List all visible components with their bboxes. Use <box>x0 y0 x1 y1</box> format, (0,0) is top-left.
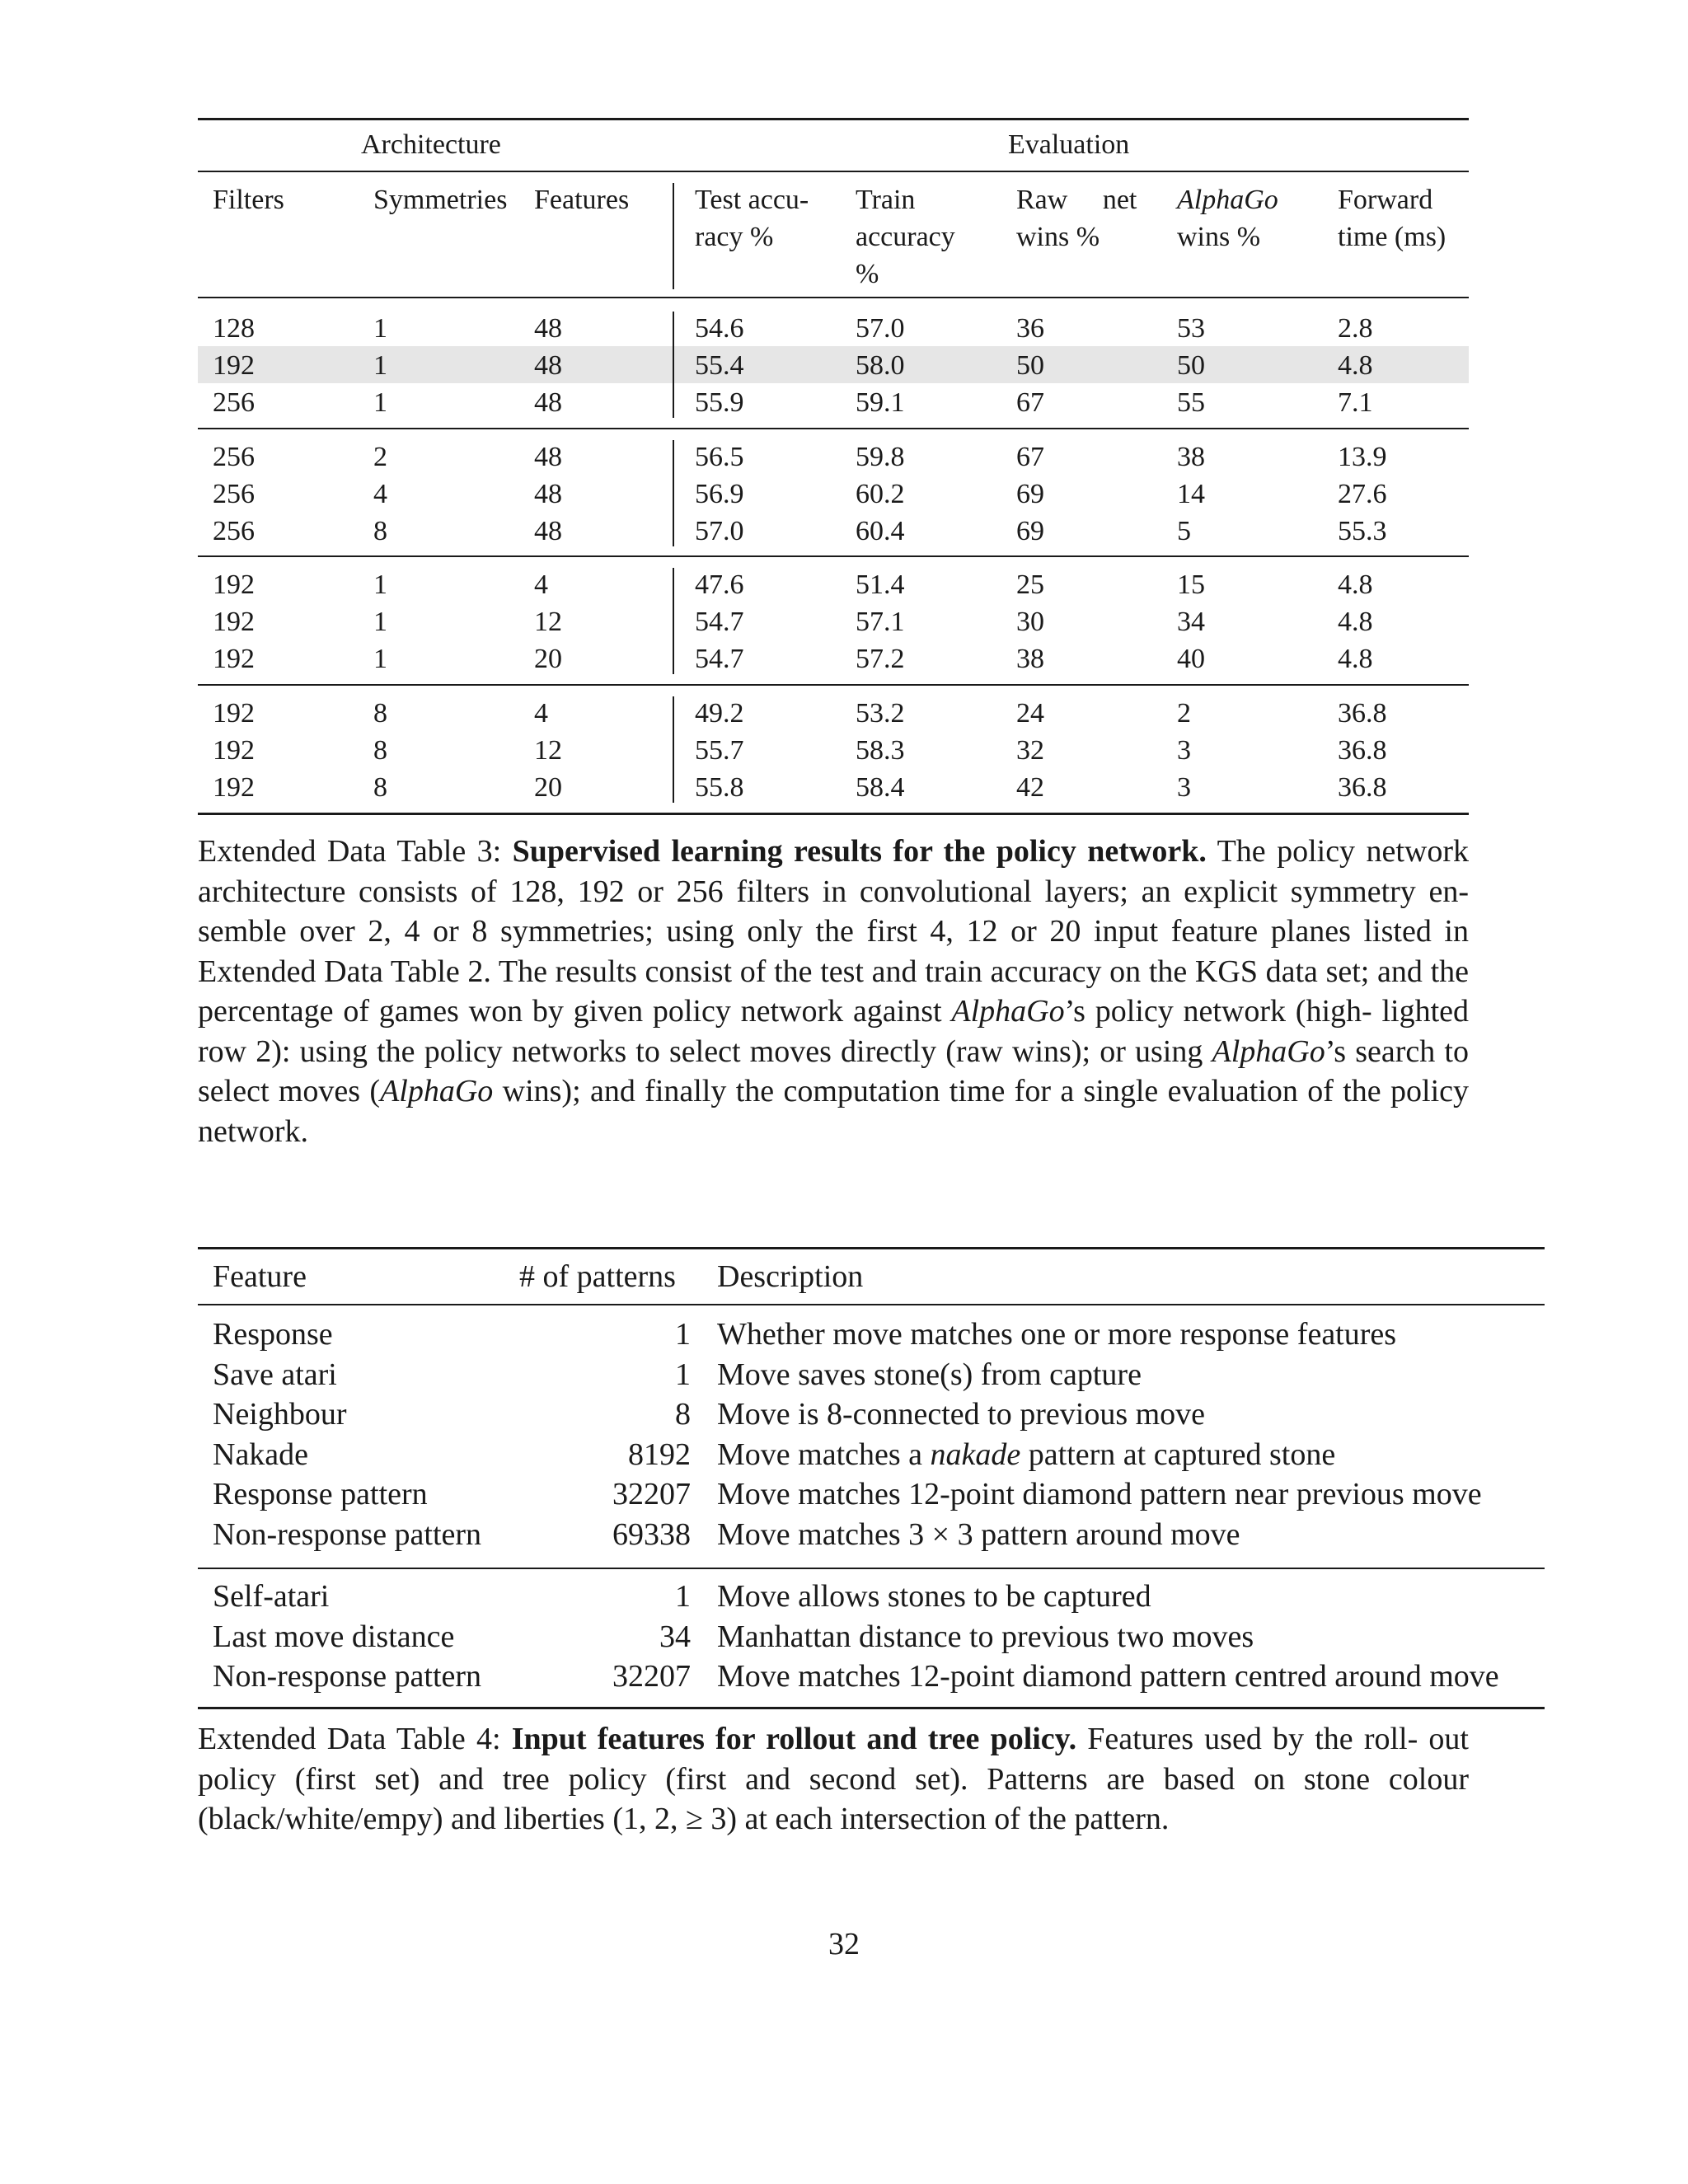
patterns-cell: 34 <box>659 1619 691 1654</box>
table-cell: 60.2 <box>856 479 905 509</box>
patterns-cell: 1 <box>675 1317 691 1352</box>
table-cell: 4 <box>373 479 387 509</box>
table-cell: 5 <box>1177 516 1191 546</box>
column-separator <box>673 183 674 289</box>
table-cell: 192 <box>213 698 255 729</box>
text-run: Move matches a <box>717 1436 931 1472</box>
patterns-cell: 32207 <box>612 1659 691 1694</box>
text-run: pattern at captured stone <box>1020 1436 1336 1472</box>
table-cell: 32 <box>1016 735 1044 766</box>
column-header-line: Symmetries <box>373 185 508 215</box>
table-cell: 4 <box>534 569 548 600</box>
table-top-rule <box>198 1247 1545 1249</box>
table-cell: 53 <box>1177 313 1205 344</box>
table-cell: 256 <box>213 516 255 546</box>
patterns-cell: 1 <box>675 1579 691 1614</box>
table-cell: 4 <box>534 698 548 729</box>
text-run: ’s search to select moves ( <box>198 1033 1469 1108</box>
italic-text: nakade <box>930 1436 1021 1472</box>
table-cell: 36.8 <box>1338 772 1387 803</box>
table-cell: 54.6 <box>695 313 744 344</box>
table-cell: 8 <box>373 735 387 766</box>
table-cell: 7.1 <box>1338 387 1373 418</box>
table-cell: 15 <box>1177 569 1205 600</box>
column-header-line: Forward <box>1338 185 1433 215</box>
architecture-group-header: Architecture <box>361 129 501 160</box>
table-cell: 25 <box>1016 569 1044 600</box>
table-cell: 58.4 <box>856 772 905 803</box>
table-cell: 1 <box>373 313 387 344</box>
group-separator-rule <box>198 684 1469 686</box>
text-run: The policy network architecture consists of 128, 192 or 256 filters in convolutional layers; an explicit symmetry en- semble over 2, 4 or 8 symmetries; using only the first 4, 12 or 20 input feature planes listed in Extended Data Table 2. The results consist of the test and train accuracy on the KGS data set; and the percentage of games won by given policy network against <box>198 834 1469 1029</box>
table-cell: 256 <box>213 442 255 472</box>
table-cell: 1 <box>373 387 387 418</box>
description-column-header: Description <box>717 1259 864 1294</box>
table-cell: 58.0 <box>856 350 905 381</box>
patterns-cell: 8192 <box>628 1436 691 1472</box>
table-cell: 4.8 <box>1338 644 1373 674</box>
column-header-line: Raw net <box>1016 185 1137 215</box>
table-cell: 36.8 <box>1338 698 1387 729</box>
table-cell: 48 <box>534 350 562 381</box>
table-cell: 53.2 <box>856 698 905 729</box>
page-number: 32 <box>828 1927 860 1961</box>
description-cell <box>717 1435 1335 1474</box>
table-cell: 8 <box>373 516 387 546</box>
description-cell <box>717 1315 1396 1354</box>
column-header-line: wins % <box>1177 222 1261 252</box>
table-cell: 67 <box>1016 442 1044 472</box>
text-run: wins); and finally the computation time for a single evaluation of the policy network. <box>198 1074 1469 1149</box>
table-cell: 55.4 <box>695 350 744 381</box>
header-bottom-rule <box>198 297 1469 298</box>
italic-text: AlphaGo <box>951 994 1065 1029</box>
caption-label: Extended Data Table 4: <box>198 1722 512 1756</box>
table-cell: 50 <box>1016 350 1044 381</box>
table-cell: 57.2 <box>856 644 905 674</box>
table-cell: 1 <box>373 607 387 637</box>
table-cell: 60.4 <box>856 516 905 546</box>
description-cell <box>717 1515 1240 1554</box>
table-cell: 12 <box>534 735 562 766</box>
table-cell: 2 <box>373 442 387 472</box>
table-cell: 48 <box>534 516 562 546</box>
column-separator <box>673 312 674 418</box>
table-cell: 4.8 <box>1338 350 1373 381</box>
table-cell: 1 <box>373 350 387 381</box>
description-cell <box>717 1474 1482 1514</box>
description-cell <box>717 1657 1499 1696</box>
feature-cell: Non-response pattern <box>213 1516 482 1552</box>
table4-caption <box>198 1719 1469 1840</box>
feature-cell: Neighbour <box>213 1397 347 1432</box>
table-cell: 4.8 <box>1338 569 1373 600</box>
table-cell: 54.7 <box>695 644 744 674</box>
group-separator-rule <box>198 1707 1545 1709</box>
table-cell: 55.3 <box>1338 516 1387 546</box>
feature-cell: Non-response pattern <box>213 1659 482 1694</box>
column-separator <box>673 568 674 674</box>
group-separator-rule <box>198 428 1469 429</box>
table-cell: 55.8 <box>695 772 744 803</box>
patterns-cell: 1 <box>675 1357 691 1392</box>
table-cell: 12 <box>534 607 562 637</box>
column-header-line: AlphaGo <box>1177 185 1278 215</box>
group-separator-rule <box>198 813 1469 815</box>
group-header-rule <box>198 171 1469 172</box>
feature-column-header: Feature <box>213 1259 307 1294</box>
table-cell: 59.1 <box>856 387 905 418</box>
column-header-line: Train <box>856 185 916 215</box>
column-separator <box>673 696 674 803</box>
column-header-line: time (ms) <box>1338 222 1447 252</box>
table-cell: 3 <box>1177 772 1191 803</box>
table-cell: 192 <box>213 350 255 381</box>
column-header-line: racy % <box>695 222 774 252</box>
caption-title: Input features for rollout and tree policy. <box>511 1722 1077 1756</box>
text-run: Move matches 12-point diamond pattern near previous move <box>717 1477 1482 1511</box>
table-cell: 30 <box>1016 607 1044 637</box>
column-separator <box>673 440 674 546</box>
highlighted-row-background <box>198 346 1469 383</box>
table-cell: 3 <box>1177 735 1191 766</box>
evaluation-group-header: Evaluation <box>1008 129 1130 160</box>
feature-cell: Nakade <box>213 1436 309 1472</box>
table-cell: 48 <box>534 313 562 344</box>
table-cell: 67 <box>1016 387 1044 418</box>
table-cell: 36.8 <box>1338 735 1387 766</box>
table-cell: 24 <box>1016 698 1044 729</box>
table-cell: 36 <box>1016 313 1044 344</box>
table-cell: 38 <box>1177 442 1205 472</box>
table-cell: 27.6 <box>1338 479 1387 509</box>
caption-body <box>198 834 1469 1149</box>
table-cell: 48 <box>534 479 562 509</box>
table3-caption <box>198 832 1469 1151</box>
table-cell: 4.8 <box>1338 607 1373 637</box>
description-cell <box>717 1394 1205 1434</box>
text-run: Move matches 3 × 3 pattern around move <box>717 1516 1240 1552</box>
text-run: Whether move matches one or more response features <box>717 1317 1397 1352</box>
table-cell: 38 <box>1016 644 1044 674</box>
table-cell: 54.7 <box>695 607 744 637</box>
italic-text: AlphaGo <box>1212 1033 1325 1069</box>
text-run: Move is 8-connected to previous move <box>717 1397 1206 1432</box>
table-cell: 13.9 <box>1338 442 1387 472</box>
description-cell <box>717 1577 1151 1616</box>
table-cell: 34 <box>1177 607 1205 637</box>
feature-cell: Last move distance <box>213 1619 455 1654</box>
table-cell: 47.6 <box>695 569 744 600</box>
table-cell: 192 <box>213 735 255 766</box>
table-cell: 48 <box>534 442 562 472</box>
patterns-cell: 69338 <box>612 1516 691 1552</box>
group-separator-rule <box>198 1568 1545 1569</box>
table-cell: 192 <box>213 772 255 803</box>
description-cell <box>717 1355 1142 1394</box>
column-header-line: wins % <box>1016 222 1100 252</box>
table-cell: 192 <box>213 569 255 600</box>
table-cell: 50 <box>1177 350 1205 381</box>
italic-text: AlphaGo <box>380 1074 494 1108</box>
patterns-cell: 32207 <box>612 1477 691 1511</box>
text-run: Manhattan distance to previous two moves <box>717 1619 1254 1654</box>
table-cell: 8 <box>373 698 387 729</box>
table-cell: 8 <box>373 772 387 803</box>
patterns-column-header: # of patterns <box>519 1259 676 1294</box>
table-cell: 1 <box>373 644 387 674</box>
column-header-line: accuracy <box>856 222 955 252</box>
table-cell: 20 <box>534 644 562 674</box>
table-cell: 256 <box>213 479 255 509</box>
table-cell: 1 <box>373 569 387 600</box>
table-cell: 58.3 <box>856 735 905 766</box>
column-header-line: Filters <box>213 185 284 215</box>
caption-title: Supervised learning results for the policy network. <box>512 834 1207 869</box>
table-cell: 48 <box>534 387 562 418</box>
table-cell: 2.8 <box>1338 313 1373 344</box>
table-cell: 56.5 <box>695 442 744 472</box>
table-cell: 49.2 <box>695 698 744 729</box>
feature-cell: Save atari <box>213 1357 337 1392</box>
caption-label: Extended Data Table 3: <box>198 834 513 869</box>
text-run: Move allows stones to be captured <box>717 1579 1151 1614</box>
group-separator-rule <box>198 555 1469 557</box>
header-bottom-rule <box>198 1304 1545 1305</box>
feature-cell: Response <box>213 1317 333 1352</box>
table-cell: 14 <box>1177 479 1205 509</box>
table-cell: 57.0 <box>695 516 744 546</box>
text-run: Move matches 12-point diamond pattern centred around move <box>717 1659 1499 1694</box>
table-cell: 40 <box>1177 644 1205 674</box>
text-run: ’s policy network (high- lighted row 2): using the policy networks to select moves directly (raw wins); or using <box>198 994 1469 1069</box>
table-cell: 192 <box>213 644 255 674</box>
table-cell: 69 <box>1016 516 1044 546</box>
table-cell: 55 <box>1177 387 1205 418</box>
table-cell: 42 <box>1016 772 1044 803</box>
table-cell: 128 <box>213 313 255 344</box>
table-cell: 51.4 <box>856 569 905 600</box>
column-header-line: Test accu- <box>695 185 809 215</box>
table-top-rule <box>198 118 1469 120</box>
table-cell: 69 <box>1016 479 1044 509</box>
table-cell: 57.0 <box>856 313 905 344</box>
table-cell: 57.1 <box>856 607 905 637</box>
column-header-line: % <box>856 259 879 289</box>
patterns-cell: 8 <box>675 1397 691 1432</box>
description-cell <box>717 1617 1254 1657</box>
table-cell: 55.7 <box>695 735 744 766</box>
table-cell: 20 <box>534 772 562 803</box>
table-cell: 256 <box>213 387 255 418</box>
feature-cell: Self-atari <box>213 1579 330 1614</box>
table-cell: 59.8 <box>856 442 905 472</box>
table-cell: 2 <box>1177 698 1191 729</box>
text-run: Move saves stone(s) from capture <box>717 1357 1142 1392</box>
column-header-line: Features <box>534 185 630 215</box>
table-cell: 56.9 <box>695 479 744 509</box>
feature-cell: Response pattern <box>213 1477 428 1511</box>
table-cell: 192 <box>213 607 255 637</box>
caption-body: Features used by the roll- out policy (first set) and tree policy (first and second set). Patterns are based on stone colour (black/white/empy) and liberties (1, 2, ≥ 3) at each intersection of the pattern. <box>198 1722 1469 1836</box>
table-cell: 55.9 <box>695 387 744 418</box>
